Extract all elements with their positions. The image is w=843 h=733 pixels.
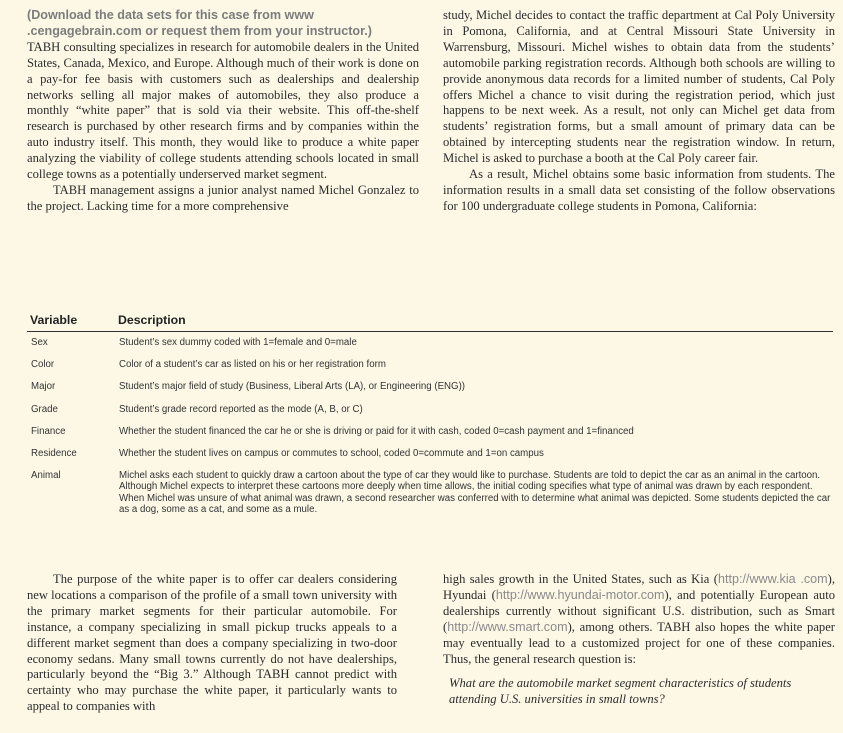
intro-paragraph: TABH consulting specializes in research for automobile dealers in the United States, Canada, Mexico, and Europe. Although much of their work is done on a pay-for fee basis with customers such as dealerships and dealership networks selling all major makes of automobiles, they also produce a monthly “white paper” that is sold via their website. This off-the-shelf research is purchased by other research firms and by companies within the auto industry itself. This month, they would like to produce a white paper analyzing the viability of college students attending schools located in small college towns as a potentially underserved market segment. xyxy=(27,39,419,182)
header-description: Description xyxy=(118,313,186,327)
table-row xyxy=(27,448,833,459)
table-row xyxy=(27,359,833,370)
variable-description: Student’s major field of study (Business, Liberal Arts (LA), or Engineering (ENG)) xyxy=(119,381,466,393)
research-question: What are the automobile market segment characteristics of students attending U.S. universities in small towns? xyxy=(449,676,792,707)
text-segment: ), among others. TABH also hopes the white paper may eventually lead to a customized project for one of these companies. Thus, the general research question is: xyxy=(443,619,835,666)
variable-name: Color xyxy=(31,359,55,371)
download-note: (Download the data sets for this case from www .cengagebrain.com or request them from your instructor.) xyxy=(27,8,372,38)
variable-table xyxy=(27,309,833,515)
variable-description: Whether the student lives on campus or commutes to school, coded 0=commute and 1=on campus xyxy=(119,448,544,460)
header-variable: Variable xyxy=(30,313,78,327)
data-source-paragraph: study, Michel decides to contact the traffic department at Cal Poly University in Pomona, California, and at Central Missouri State University in Warrensburg, Missouri. Michel wishes to obtain data from the students’ automobile parking registration records. Although both schools are willing to provide anonymous data records for a limited number of students, Cal Poly offers Michel a chance to visit during the registration period, which just happens to be next week. As a result, not only can Michel get data from students’ registration forms, but a small amount of primary data can be obtained by intercepting students near the registration window. In return, Michel is asked to purchase a booth at the Cal Poly career fair. xyxy=(443,8,835,166)
variable-description: Color of a student’s car as listed on his or her registration form xyxy=(119,359,386,371)
purpose-paragraph: The purpose of the white paper is to offer car dealers considering new locations a comparison of the profile of a small town university with the primary market segments for their particular automobile. For instance, a company specializing in small pickup trucks appeals to a different market segment than does a company specializing in two-door economy sedans. Many small towns currently do not have dealerships, particularly beyond the “Big 3.” Although TABH cannot predict with certainty who may purchase the white paper, it particularly wants to appeal to companies with xyxy=(27,572,397,714)
text-segment: high sales growth in the United States, such as Kia ( xyxy=(443,572,718,586)
table-row xyxy=(27,337,833,348)
kia-link[interactable]: http://www.kia .com xyxy=(717,572,828,586)
bottom-left-column xyxy=(27,572,397,715)
bottom-right-column xyxy=(443,572,835,708)
table-header xyxy=(27,309,833,332)
observations-paragraph: As a result, Michel obtains some basic information from students. The information results in a small data set consisting of the follow observations for 100 undergraduate college students in Pomona, California: xyxy=(443,167,835,213)
variable-name: Finance xyxy=(31,425,66,437)
variable-name: Residence xyxy=(31,448,77,460)
variable-description: Michel asks each student to quickly draw a cartoon about the type of car they would like to purchase. Students are told to depict the car as an animal in the cartoon. Although Michel expects to interpret these cartoons more deeply when time allows, the initial coding specifies what type of animal was drawn by each respondent. When Michel was unsure of what animal was drawn, a second researcher was conferred with to determine what animal was depicted. Some students depicted the car as a dog, some as a cat, and some as a mule. xyxy=(119,470,831,515)
table-row xyxy=(27,381,833,392)
table-row xyxy=(27,470,833,515)
table-row xyxy=(27,426,833,437)
text-segment: ), and potentially European auto dealerships currently without significant U.S. distribution, such as Smart ( xyxy=(443,587,836,634)
hyundai-link[interactable]: http://www.hyundai-motor.com xyxy=(495,587,665,602)
target-companies-paragraph xyxy=(443,572,835,667)
variable-description: Student’s grade record reported as the mode (A, B, or C) xyxy=(119,403,363,415)
variable-name: Sex xyxy=(31,337,48,348)
table-row xyxy=(27,404,833,415)
smart-link[interactable]: http://www.smart.com xyxy=(447,619,568,634)
assignment-paragraph: TABH management assigns a junior analyst named Michel Gonzalez to the project. Lacking time for a more comprehensive xyxy=(27,182,419,213)
text-segment: ), Hyundai ( xyxy=(443,572,835,602)
top-right-column xyxy=(443,8,835,215)
variable-name: Grade xyxy=(31,403,58,415)
variable-name: Major xyxy=(31,381,56,393)
top-left-column xyxy=(27,8,419,215)
variable-description: Whether the student financed the car he or she is driving or paid for it with cash, coded 0=cash payment and 1=financed xyxy=(119,425,634,437)
variable-description: Student’s sex dummy coded with 1=female and 0=male xyxy=(119,337,357,348)
variable-name: Animal xyxy=(31,470,61,482)
